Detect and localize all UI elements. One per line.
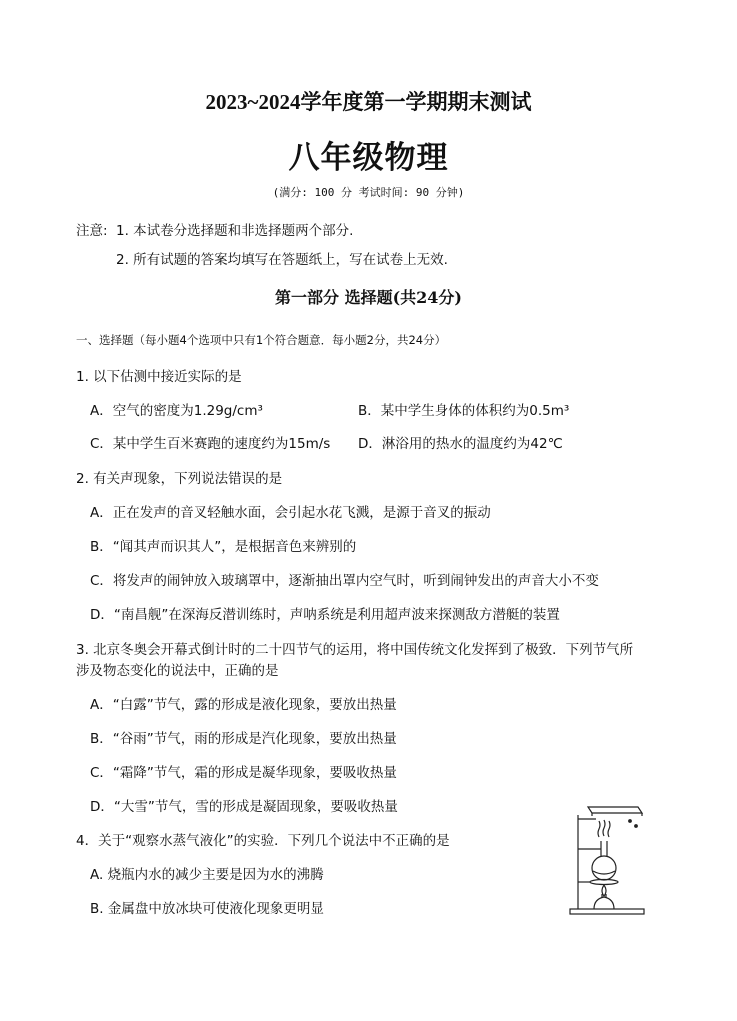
question-3-option-a: A．“白露”节气，露的形成是液化现象，要放出热量 [90,697,397,713]
question-1-option-c: C．某中学生百米赛跑的速度约为15m/s [90,436,331,452]
question-3-option-c: C．“霜降”节气，霜的形成是凝华现象，要吸收热量 [90,765,397,781]
question-1-option-b: B．某中学生身体的体积约为0.5m³ [358,403,570,419]
question-1-option-a: A．空气的密度为1.29g/cm³ [90,403,263,419]
section-instruction: 一、选择题（每小题4个选项中只有1个符合题意．每小题2分，共24分） [76,333,447,347]
question-1-option-d: D．淋浴用的热水的温度约为42℃ [358,436,563,452]
question-4-option-a: A. 烧瓶内水的减少主要是因为水的沸腾 [90,867,324,883]
question-2-option-c: C．将发声的闹钟放入玻璃罩中，逐渐抽出罩内空气时，听到闹钟发出的声音大小不变 [90,573,599,589]
question-2-option-b: B．“闻其声而识其人”，是根据音色来辨别的 [90,539,357,555]
question-4-stem: 4．关于“观察水蒸气液化”的实验．下列几个说法中不正确的是 [76,833,450,849]
note-item-1: 1. 本试卷分选择题和非选择题两个部分. [116,223,354,239]
note-item-2: 2. 所有试题的答案均填写在答题纸上，写在试卷上无效. [116,252,448,268]
question-2-option-a: A．正在发声的音叉轻触水面，会引起水花飞溅，是源于音叉的振动 [90,505,491,521]
exam-meta: (满分: 100 分 考试时间: 90 分钟) [272,186,465,199]
question-1-stem: 1. 以下估测中接近实际的是 [76,369,242,385]
question-3-stem-line-1: 3. 北京冬奥会开幕式倒计时的二十四节气的运用，将中国传统文化发挥到了极致．下列节气所 [76,642,634,658]
question-3-stem-line-2: 涉及物态变化的说法中，正确的是 [76,663,279,679]
flask-on-stand-with-plate-icon [566,797,648,917]
exam-title: 2023~2024学年度第一学期期末测试 [205,90,532,114]
question-2-option-d: D．“南昌舰”在深海反潜训练时，声呐系统是利用超声波来探测敌方潜艇的装置 [90,607,560,623]
question-2-stem: 2. 有关声现象，下列说法错误的是 [76,471,283,487]
question-3-option-d: D．“大雪”节气，雪的形成是凝固现象，要吸收热量 [90,799,398,815]
question-4-option-b: B. 金属盘中放冰块可使液化现象更明显 [90,901,324,917]
notes-label: 注意: [76,223,108,239]
subject-title: 八年级物理 [288,140,449,176]
section-title: 第一部分 选择题(共24分) [275,288,462,307]
question-3-option-b: B．“谷雨”节气，雨的形成是汽化现象，要放出热量 [90,731,397,747]
